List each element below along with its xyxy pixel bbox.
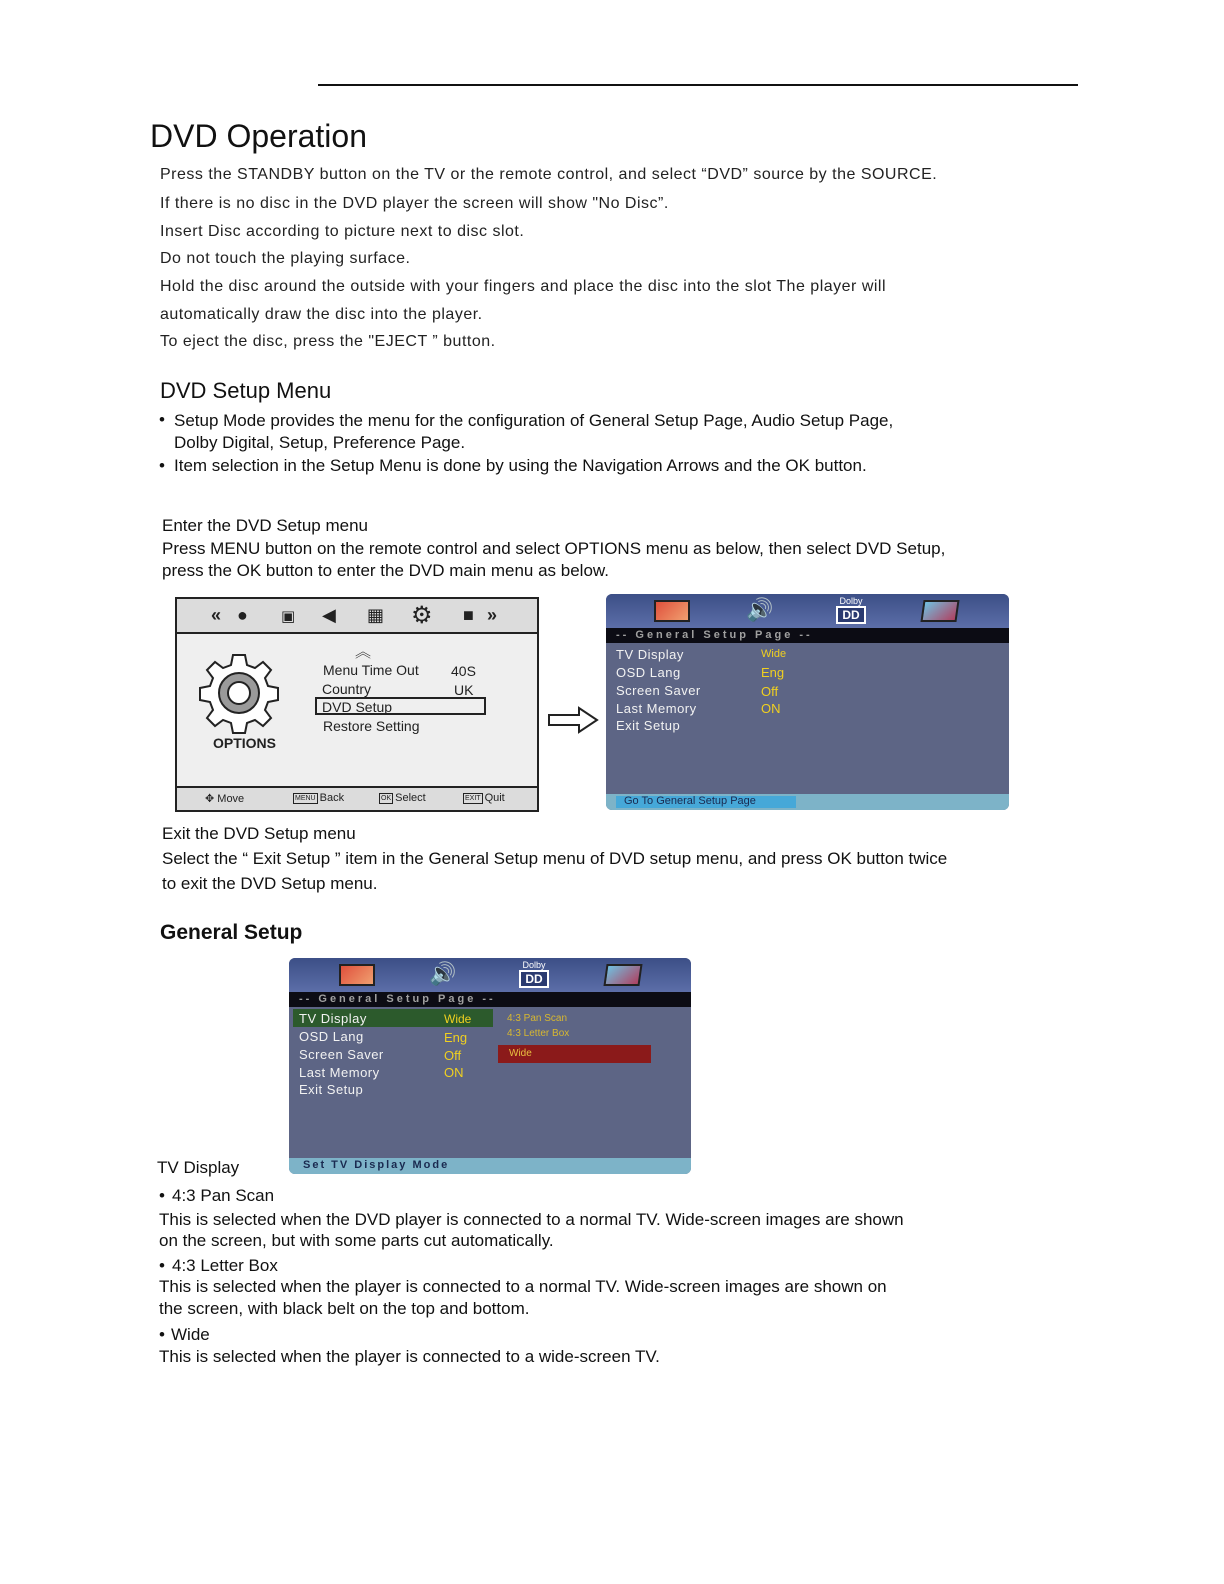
page-bar: -- General Setup Page -- bbox=[606, 628, 1009, 643]
screen-icon[interactable]: ▣ bbox=[281, 608, 296, 625]
tv-display-screen bbox=[289, 958, 691, 1174]
setup2-item-osd-lang[interactable]: OSD Lang bbox=[299, 1029, 364, 1044]
options-screen bbox=[175, 597, 539, 812]
option-letter-desc-1: This is selected when the player is connected to a normal TV. Wide-screen images are shown on bbox=[159, 1277, 887, 1296]
nav-left-icon[interactable]: « bbox=[211, 605, 222, 625]
setup2-item-exit-setup[interactable]: Exit Setup bbox=[299, 1082, 364, 1097]
page-title: DVD Operation bbox=[150, 118, 367, 154]
setup-footer-2-text: Set TV Display Mode bbox=[303, 1159, 450, 1171]
setup2-value-screen-saver: Off bbox=[444, 1048, 462, 1063]
dolby-label: Dolby bbox=[839, 596, 863, 606]
footer-select bbox=[379, 792, 426, 804]
enter-heading: Enter the DVD Setup menu bbox=[162, 516, 369, 535]
menu-item-time-out[interactable]: Menu Time Out bbox=[323, 662, 419, 678]
options-icon-bar bbox=[177, 599, 537, 634]
scroll-up-icon[interactable]: ︽ bbox=[355, 644, 372, 661]
setup-item-osd-lang[interactable]: OSD Lang bbox=[616, 665, 681, 680]
intro-line-6: automatically draw the disc into the player. bbox=[160, 306, 483, 323]
setup2-item-screen-saver[interactable]: Screen Saver bbox=[299, 1047, 384, 1062]
exit-line-2: to exit the DVD Setup menu. bbox=[162, 874, 378, 893]
arrow-right-icon bbox=[547, 705, 599, 735]
page-bar-2: -- General Setup Page -- bbox=[289, 992, 691, 1007]
exit-key-icon: EXIT bbox=[465, 794, 481, 802]
sound-icon[interactable]: ◀ bbox=[322, 605, 336, 625]
setup2-item-last-memory[interactable]: Last Memory bbox=[299, 1065, 380, 1080]
bullet-dot-wide: • bbox=[159, 1325, 165, 1344]
audio-tab-icon-2[interactable]: 🔊 bbox=[429, 961, 457, 986]
setup-item-tv-display[interactable]: TV Display bbox=[616, 647, 684, 662]
apps-icon[interactable]: ▦ bbox=[367, 605, 385, 625]
dolby-tab-icon-2[interactable] bbox=[519, 960, 549, 988]
setup-footer bbox=[606, 794, 1009, 810]
footer-back-label: Back bbox=[319, 792, 345, 804]
enter-line-1: Press MENU button on the remote control and select OPTIONS menu as below, then select DVD Setup, bbox=[162, 539, 946, 558]
gear-icon[interactable]: ⚙ bbox=[411, 602, 433, 629]
menu-value-country: UK bbox=[454, 682, 474, 698]
intro-line-7: To eject the disc, press the "EJECT ” button. bbox=[160, 333, 496, 350]
tv-display-label: TV Display bbox=[157, 1158, 240, 1177]
option-pan-title: 4:3 Pan Scan bbox=[172, 1186, 275, 1205]
setup-tabs bbox=[606, 594, 1009, 628]
dolby-logo-2: DD bbox=[519, 970, 549, 988]
general-setup-heading: General Setup bbox=[160, 921, 303, 944]
exit-line-1: Select the “ Exit Setup ” item in the General Setup menu of DVD setup menu, and press OK button twice bbox=[162, 849, 948, 868]
footer-move bbox=[205, 792, 244, 805]
setup-item-exit-setup[interactable]: Exit Setup bbox=[616, 718, 681, 733]
options-gear-icon bbox=[197, 651, 281, 735]
dolby-logo: DD bbox=[836, 606, 866, 624]
setup-value-tv-display: Wide bbox=[761, 648, 787, 660]
submenu-wide-label: Wide bbox=[509, 1048, 532, 1059]
submenu-wide[interactable] bbox=[498, 1045, 651, 1063]
bullet-dot-pan: • bbox=[159, 1186, 165, 1205]
intro-line-5: Hold the disc around the outside with your fingers and place the disc into the slot The player will bbox=[160, 278, 887, 295]
header-rule bbox=[318, 84, 1078, 86]
setup-item-last-memory[interactable]: Last Memory bbox=[616, 701, 697, 716]
setup-bullet-2: Item selection in the Setup Menu is done by using the Navigation Arrows and the OK button. bbox=[174, 456, 867, 475]
footer-quit bbox=[463, 792, 505, 804]
move-icon: ✥ bbox=[205, 793, 218, 805]
intro-line-4: Do not touch the playing surface. bbox=[160, 250, 411, 267]
general-setup-screen bbox=[606, 594, 1009, 810]
dolby-tab-icon[interactable] bbox=[836, 596, 866, 624]
option-letter-title: 4:3 Letter Box bbox=[172, 1256, 278, 1275]
exit-heading: Exit the DVD Setup menu bbox=[162, 824, 356, 843]
nav-right-icon[interactable]: » bbox=[487, 605, 498, 625]
setup2-item-tv-display[interactable]: TV Display bbox=[299, 1011, 367, 1026]
audio-tab-icon[interactable]: 🔊 bbox=[746, 597, 774, 622]
preference-tab-icon-2[interactable] bbox=[603, 964, 642, 986]
setup-value-screen-saver: Off bbox=[761, 684, 779, 699]
option-wide-desc: This is selected when the player is connected to a wide-screen TV. bbox=[159, 1347, 660, 1366]
tv-tab-icon[interactable] bbox=[654, 600, 690, 622]
setup2-value-osd-lang: Eng bbox=[444, 1030, 468, 1045]
setup-tabs-2 bbox=[289, 958, 691, 992]
option-pan-desc-2: on the screen, but with some parts cut automatically. bbox=[159, 1231, 554, 1250]
tv-tab-icon-2[interactable] bbox=[339, 964, 375, 986]
footer-back bbox=[293, 792, 344, 804]
setup2-value-last-memory: ON bbox=[444, 1065, 464, 1080]
preference-tab-icon[interactable] bbox=[920, 600, 959, 622]
option-letter-desc-2: the screen, with black belt on the top and bottom. bbox=[159, 1299, 530, 1318]
footer-move-label: Move bbox=[217, 793, 245, 805]
submenu-letter-box[interactable]: 4:3 Letter Box bbox=[507, 1028, 570, 1039]
submenu-pan-scan[interactable]: 4:3 Pan Scan bbox=[507, 1013, 568, 1024]
menu-item-dvd-setup[interactable] bbox=[315, 697, 486, 715]
footer-quit-label: Quit bbox=[484, 792, 505, 804]
option-pan-desc-1: This is selected when the DVD player is connected to a normal TV. Wide-screen images are shown bbox=[159, 1210, 904, 1229]
options-label: OPTIONS bbox=[213, 735, 277, 751]
bullet-dot-2: • bbox=[159, 456, 165, 475]
setup-value-last-memory: ON bbox=[761, 701, 781, 716]
option-wide-title: Wide bbox=[171, 1325, 210, 1344]
lock-icon[interactable]: ■ bbox=[463, 605, 474, 625]
dolby-label-2: Dolby bbox=[522, 960, 546, 970]
setup-footer-text: Go To General Setup Page bbox=[624, 795, 756, 807]
intro-line-2: If there is no disc in the DVD player the screen will show "No Disc”. bbox=[160, 195, 669, 212]
setup2-value-tv-display: Wide bbox=[444, 1012, 472, 1026]
footer-select-label: Select bbox=[395, 792, 426, 804]
picture-icon[interactable]: ● bbox=[237, 605, 248, 625]
bullet-dot-letter: • bbox=[159, 1256, 165, 1275]
enter-line-2: press the OK button to enter the DVD main menu as below. bbox=[162, 561, 609, 580]
menu-value-time-out: 40S bbox=[451, 663, 476, 679]
intro-line-3: Insert Disc according to picture next to disc slot. bbox=[160, 223, 525, 240]
options-footer bbox=[177, 786, 537, 810]
setup-menu-heading: DVD Setup Menu bbox=[160, 378, 332, 403]
menu-item-country[interactable]: Country bbox=[322, 681, 372, 697]
setup-item-screen-saver[interactable]: Screen Saver bbox=[616, 683, 701, 698]
setup-bullet-1-cont: Dolby Digital, Setup, Preference Page. bbox=[174, 433, 466, 452]
ok-key-icon: OK bbox=[381, 794, 392, 802]
setup-value-osd-lang: Eng bbox=[761, 665, 785, 680]
bullet-dot-1: • bbox=[159, 410, 165, 429]
intro-line-1: Press the STANDBY button on the TV or the remote control, and select “DVD” source by the SOURCE. bbox=[160, 166, 938, 183]
setup-bullet-1: Setup Mode provides the menu for the configuration of General Setup Page, Audio Setup Page, bbox=[174, 411, 894, 430]
menu-item-restore[interactable]: Restore Setting bbox=[323, 718, 420, 734]
setup-footer-2 bbox=[289, 1158, 691, 1174]
menu-key-icon: MENU bbox=[295, 794, 316, 802]
menu-item-dvd-setup-label: DVD Setup bbox=[322, 699, 393, 715]
